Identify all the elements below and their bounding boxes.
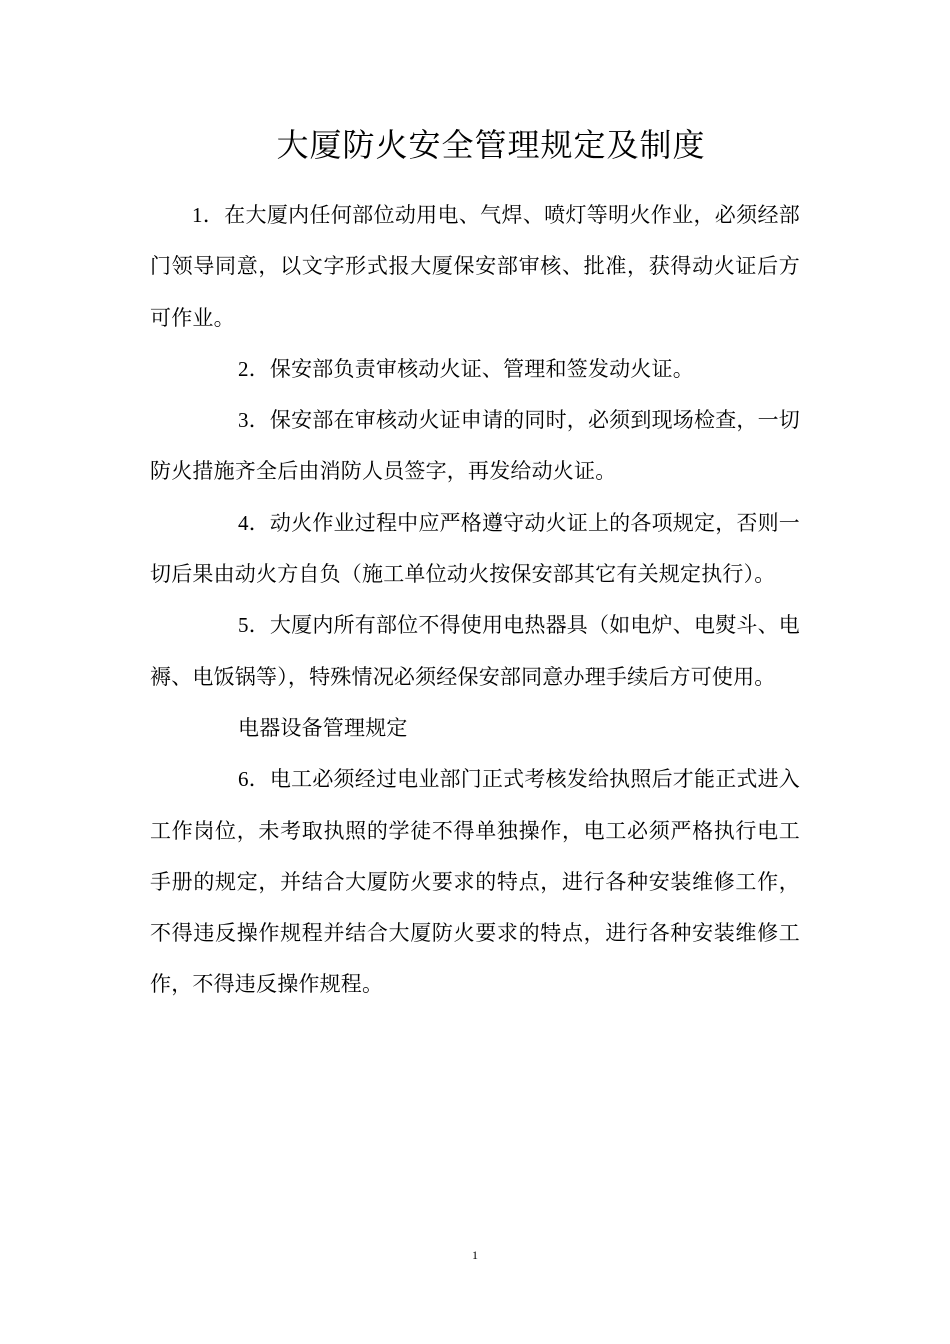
paragraph-number: 5．: [238, 613, 270, 638]
page-number: 1: [472, 1248, 478, 1262]
paragraph-number: 2．: [238, 356, 270, 381]
paragraph-text: 电工必须经过电业部门正式考核发给执照后才能正式进入工作岗位，未考取执照的学徒不得单独操作，电工必须严格执行电工手册的规定，并结合大厦防火要求的特点，进行各种安装维修工作，不得违反操作规程并结合大厦防火要求的特点，进行各种安装维修工作，不得违反操作规程。: [150, 767, 801, 997]
paragraph-number: 1．: [192, 203, 225, 227]
paragraph-text: 保安部负责审核动火证、管理和签发动火证。: [269, 356, 694, 381]
section-heading: 电器设备管理规定: [238, 715, 408, 740]
document-body: [150, 190, 800, 1011]
paragraph-text: 动火作业过程中应严格遵守动火证上的各项规定，否则一切后果由动火方自负（施工单位动火按保安部其它有关规定执行）。: [150, 510, 801, 587]
paragraph-4: [150, 498, 800, 601]
paragraph-1: [150, 190, 800, 344]
paragraph-number: 4．: [238, 510, 270, 535]
paragraph-number: 6．: [238, 767, 270, 792]
paragraph-number: 3．: [238, 408, 270, 433]
paragraph-2: [150, 344, 800, 395]
paragraph-5: [150, 600, 800, 703]
paragraph-text: 大厦内所有部位不得使用电热器具（如电炉、电熨斗、电褥、电饭锅等），特殊情况必须经保安部同意办理手续后方可使用。: [150, 613, 801, 689]
paragraph-3: [150, 395, 800, 498]
paragraph-text: 保安部在审核动火证申请的同时，必须到现场检查，一切防火措施齐全后由消防人员签字，再发给动火证。: [150, 408, 801, 484]
document-title: 大厦防火安全管理规定及制度: [276, 126, 706, 164]
paragraph-6: [150, 754, 800, 1010]
paragraph-text: 在大厦内任何部位动用电、气焊、喷灯等明火作业，必须经部门领导同意，以文字形式报大厦保安部审核、批准，获得动火证后方可作业。: [150, 203, 800, 330]
